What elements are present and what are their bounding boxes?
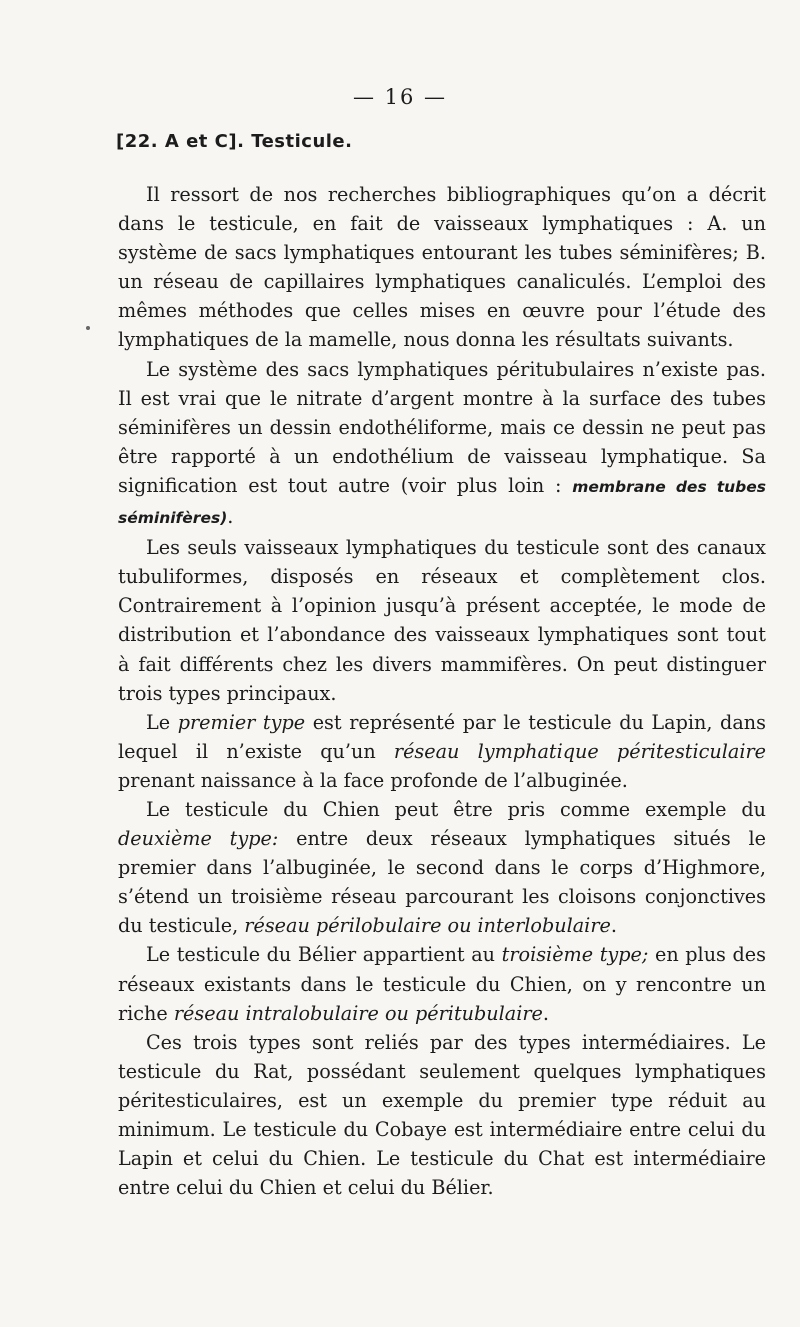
paragraph <box>118 940 766 1027</box>
text-run: Il ressort de nos recherches bibliographiques qu’on a décrit dans le testicule, en fait de vaisseaux lymphatiques : A. un système de sacs lymphatiques entourant les tubes séminifères; B. un réseau de capillaires lymphatiques canaliculés. L’emploi des mêmes méthodes que celles mises en œuvre pour l’étude des lymphatiques de la mamelle, nous donna les résultats suivants. <box>118 183 766 352</box>
text-run: est représenté par le testicule du Lapin, dans lequel il n’existe qu’un <box>118 710 766 763</box>
text-run: . <box>610 914 617 938</box>
emphasized-text: réseau périlobulaire ou interlobulaire <box>244 914 611 938</box>
emphasized-text: réseau lymphatique péritesticulaire <box>393 739 766 763</box>
text-run: . <box>227 505 234 529</box>
section-heading: [22. A et C]. Testicule. <box>116 131 353 152</box>
text-run: Le testicule du Chien peut être pris comme exemple du <box>146 797 766 821</box>
text-run: Le testicule du Bélier appartient au <box>146 943 502 967</box>
text-run: prenant naissance à la face profonde de l’albuginée. <box>118 768 628 792</box>
text-run: Le système des sacs lymphatiques péritubulaires n’existe pas. Il est vrai que le nitrate d’argent montre à la surface des tubes séminifères un dessin endothéliforme, mais ce dessin ne peut pas être rapporté à un endothélium de vaisseau lymphatique. Sa signification est tout autre (voir plus loin : <box>118 357 766 497</box>
emphasized-text: réseau intralobulaire ou péritubulaire <box>173 1001 543 1025</box>
paragraph <box>118 1028 766 1203</box>
paragraph <box>118 795 766 940</box>
text-run: Les seuls vaisseaux lymphatiques du testicule sont des canaux tubuliformes, disposés en réseaux et complètement clos. Contrairement à l’opinion jusqu’à présent acceptée, le mode de distribution et l’abondance des vaisseaux lymphatiques sont tout à fait différents chez les divers mammifères. On peut distinguer trois types principaux. <box>118 536 766 705</box>
emphasized-text: troisième type; <box>501 943 649 967</box>
emphasized-text: premier type <box>177 710 306 734</box>
paragraph <box>118 180 766 355</box>
page-number: — 16 — <box>352 85 448 109</box>
body-text <box>118 180 766 1202</box>
emphasized-text: deuxième type: <box>118 827 279 851</box>
paragraph <box>118 533 766 708</box>
text-run: . <box>542 1001 549 1025</box>
text-run: entre deux réseaux lymphatiques situés le premier dans l’albuginée, le second dans le corps d’Highmore, s’étend un troisième réseau parcourant les cloisons conjonctives du testicule, <box>118 827 766 938</box>
text-run: en plus des réseaux existants dans le testicule du Chien, on y rencontre un riche <box>118 943 766 1025</box>
paragraph <box>118 355 766 534</box>
paragraph <box>118 708 766 795</box>
ink-speck <box>86 326 90 330</box>
emphasized-text: membrane des tubes séminifères) <box>118 477 766 528</box>
text-run: Le <box>146 710 178 734</box>
text-run: Ces trois types sont reliés par des types intermédiaires. Le testicule du Rat, possédant seulement quelques lymphatiques péritesticulaires, est un exemple du premier type réduit au minimum. Le testicule du Cobaye est intermédiaire entre celui du Lapin et celui du Chien. Le testicule du Chat est intermédiaire entre celui du Chien et celui du Bélier. <box>118 1030 766 1200</box>
